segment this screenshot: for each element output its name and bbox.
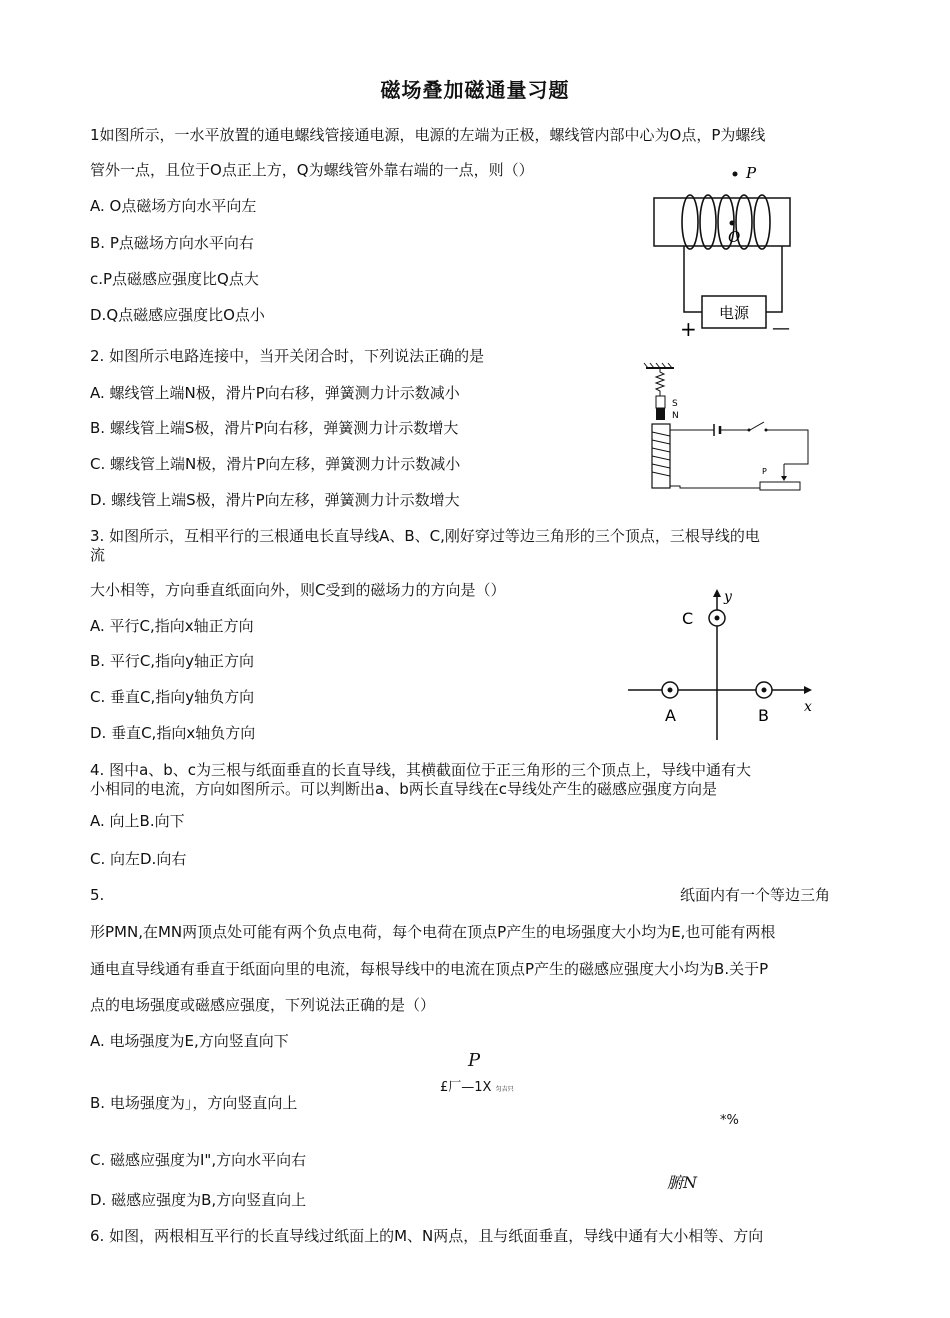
q5-stem-line1: 纸面内有一个等边三角 [680,886,831,904]
wire-b [756,682,772,698]
q2-stem: 2. 如图所示电路连接中，当开关闭合时，下列说法正确的是 [90,347,485,365]
q1-option-a: A. O点磁场方向水平向左 [90,197,257,215]
q3-axes-figure [620,585,830,745]
q3-stem-line1: 3. 如图所示，互相平行的三根通电长直导线A、B、C,刚好穿过等边三角形的三个顶点，三根导线的电 [90,527,760,545]
q3-y-label: y [724,589,732,605]
q5-garbled-label-2: *% [720,1113,739,1128]
q5-option-c: C. 磁感应强度为I",方向水平向右 [90,1151,307,1169]
q4-stem-line2: 小相同的电流，方向如图所示。可以判断出a、b两长直导线在c导线处产生的磁感应强度方向是 [90,780,717,798]
q1-p-label: P [746,164,757,182]
q5-option-d: D. 磁感应强度为B,方向竖直向上 [90,1191,307,1209]
q1-option-c: c.P点磁感应强度比Q点大 [90,270,259,288]
q2-option-a: A. 螺线管上端N极，滑片P向右移，弹簧测力计示数减小 [90,384,460,402]
q3-stem-line2: 大小相等，方向垂直纸面向外，则C受到的磁场力的方向是（） [90,581,506,599]
spring-balance [656,368,664,396]
switch [750,422,764,430]
q1-stem-line2: 管外一点，且位于O点正上方，Q为螺线管外靠右端的一点，则（） [90,161,534,179]
q5-stem-line4: 点的电场强度或磁感应强度，下列说法正确的是（） [90,996,436,1014]
q2-option-d: D. 螺线管上端S极，滑片P向左移，弹簧测力计示数增大 [90,491,460,509]
q3-option-c: C. 垂直C,指向y轴负方向 [90,688,255,706]
q3-stem-line1b: 流 [90,546,106,564]
q4-stem-line1: 4. 图中a、b、c为三根与纸面垂直的长直导线，其横截面位于正三角形的三个顶点上，导线中通有大 [90,761,752,779]
q2-option-c: C. 螺线管上端N极，滑片P向左移，弹簧测力计示数减小 [90,455,461,473]
q5-stem-line3: 通电直导线通有垂直于纸面向里的电流，每根导线中的电流在顶点P产生的磁感应强度大小均为B.关于P [90,960,769,978]
q3-b-label: B [758,706,769,725]
q5-number: 5. [90,886,105,904]
q3-a-label: A [665,706,676,725]
q3-x-label: x [804,699,812,715]
q4-option-cd: C. 向左D.向右 [90,850,187,868]
q2-p-label: P [762,467,767,476]
q5-n-label: 腑N [667,1173,698,1192]
q2-s-label: S [672,399,678,409]
q1-plus-label: + [680,317,697,340]
q1-o-label: O [728,228,741,246]
rheostat [760,482,800,490]
q3-option-d: D. 垂直C,指向x轴负方向 [90,724,256,742]
q1-source-label: 电源 [718,304,750,322]
point-p-dot [733,172,738,177]
q2-n-label: N [672,411,679,421]
q5-stem-line2: 形PMN,在MN两顶点处可能有两个负点电荷，每个电荷在顶点P产生的电场强度大小均为E,也可能有两根 [90,923,776,941]
q6-stem-line1: 6. 如图，两根相互平行的长直导线过纸面上的M、N两点，且与纸面垂直，导线中通有大小相等、方向 [90,1227,764,1245]
q1-stem-line1: 1如图所示，一水平放置的通电螺线管接通电源，电源的左端为正极，螺线管内部中心为O点，P为螺线 [90,126,766,144]
magnet [656,408,665,420]
q1-minus-label: — [772,318,790,339]
q5-option-a: A. 电场强度为E,方向竖直向下 [90,1032,289,1050]
q5-option-b: B. 电场强度为」，方向竖直向上 [90,1094,298,1112]
wire-a [662,682,678,698]
q3-c-label: C [682,609,694,628]
q5-garbled-label-1: £厂—1X 匀吉只 [440,1080,514,1095]
q1-solenoid-figure [640,160,820,340]
q3-option-b: B. 平行C,指向y轴正方向 [90,652,254,670]
q2-circuit-figure [640,362,820,502]
q5-p-label: P [468,1050,481,1071]
q1-option-b: B. P点磁场方向水平向右 [90,234,254,252]
page-title: 磁场叠加磁通量习题 [380,78,570,102]
q3-option-a: A. 平行C,指向x轴正方向 [90,617,254,635]
point-o-dot [730,221,735,226]
q2-option-b: B. 螺线管上端S极，滑片P向右移，弹簧测力计示数增大 [90,419,459,437]
q1-option-d: D.Q点磁感应强度比O点小 [90,306,265,324]
wire-c [709,610,725,626]
q4-option-ab: A. 向上B.向下 [90,812,185,830]
solenoid-coils [682,195,770,249]
